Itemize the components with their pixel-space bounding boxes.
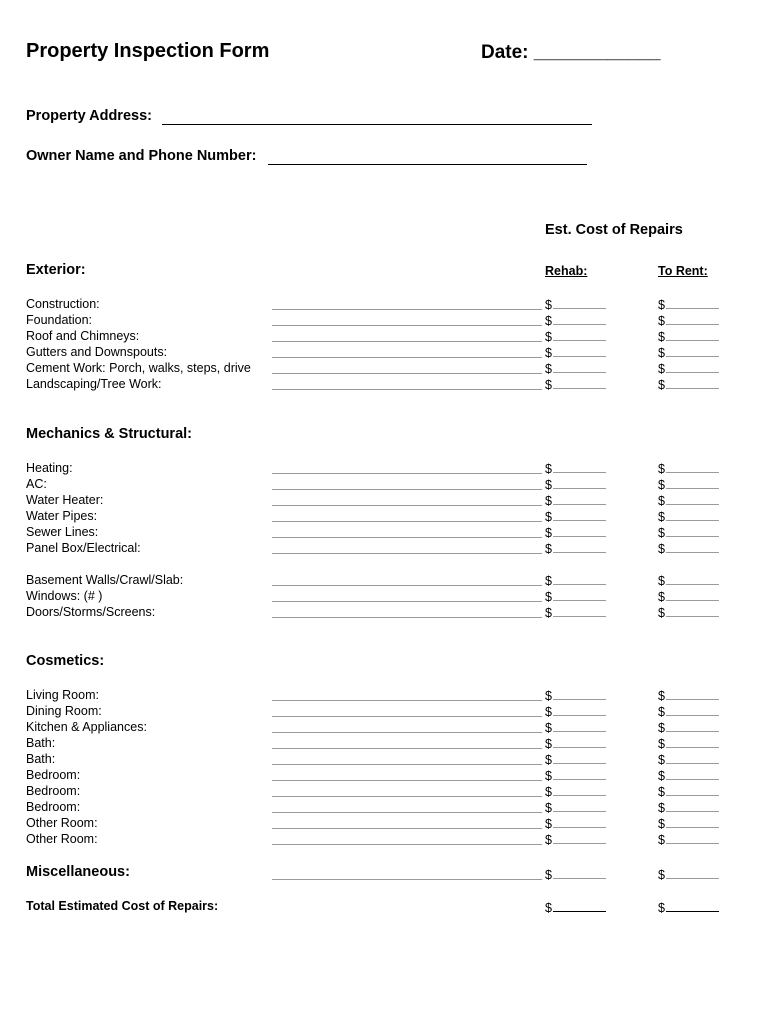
currency-symbol: $: [658, 314, 665, 328]
item-label: Other Room:: [26, 832, 98, 846]
currency-symbol: $: [658, 590, 665, 604]
notes-field[interactable]: [272, 489, 542, 490]
property-address-field[interactable]: [162, 124, 592, 125]
notes-field[interactable]: [272, 828, 542, 829]
rent-cost-field[interactable]: [658, 735, 719, 752]
notes-field[interactable]: [272, 732, 542, 733]
notes-field[interactable]: [272, 537, 542, 538]
currency-symbol: $: [545, 378, 552, 392]
item-label: Living Room:: [26, 688, 99, 702]
rent-cost-field[interactable]: [658, 719, 719, 736]
currency-symbol: $: [658, 298, 665, 312]
rehab-cost-field[interactable]: [545, 572, 606, 589]
currency-symbol: $: [545, 526, 552, 540]
notes-field[interactable]: [272, 716, 542, 717]
item-label: Bedroom:: [26, 800, 81, 814]
rehab-cost-field[interactable]: [545, 508, 606, 525]
currency-symbol: $: [658, 494, 665, 508]
currency-symbol: $: [658, 478, 665, 492]
item-label: Roof and Chimneys:: [26, 329, 140, 343]
item-label: Basement Walls/Crawl/Slab:: [26, 573, 184, 587]
property-address-label: Property Address:: [26, 108, 152, 124]
item-label: Bath:: [26, 736, 56, 750]
total-rent-field[interactable]: [658, 899, 719, 916]
item-label: Doors/Storms/Screens:: [26, 605, 156, 619]
notes-field[interactable]: [272, 373, 542, 374]
currency-symbol: $: [658, 753, 665, 767]
item-label: Water Pipes:: [26, 509, 98, 523]
notes-field[interactable]: [272, 341, 542, 342]
currency-symbol: $: [658, 801, 665, 815]
notes-field[interactable]: [272, 521, 542, 522]
rent-cost-field[interactable]: [658, 360, 719, 377]
rehab-cost-field[interactable]: [545, 588, 606, 605]
currency-symbol: $: [545, 494, 552, 508]
currency-symbol: $: [545, 753, 552, 767]
rehab-cost-field[interactable]: [545, 751, 606, 768]
item-label: Gutters and Downspouts:: [26, 345, 168, 359]
notes-field[interactable]: [272, 325, 542, 326]
rehab-cost-field[interactable]: [545, 376, 606, 393]
rehab-cost-field[interactable]: [545, 328, 606, 345]
currency-symbol: $: [658, 737, 665, 751]
currency-symbol: $: [658, 785, 665, 799]
currency-symbol: $: [658, 378, 665, 392]
rent-cost-field[interactable]: [658, 344, 719, 361]
rehab-cost-field[interactable]: [545, 312, 606, 329]
notes-field[interactable]: [272, 601, 542, 602]
currency-symbol: $: [545, 590, 552, 604]
currency-symbol: $: [658, 705, 665, 719]
rent-cost-field[interactable]: [658, 783, 719, 800]
rent-cost-field[interactable]: [658, 815, 719, 832]
currency-symbol: $: [545, 785, 552, 799]
notes-field[interactable]: [272, 748, 542, 749]
currency-symbol: $: [545, 330, 552, 344]
rent-cost-field[interactable]: [658, 866, 719, 883]
item-label: Sewer Lines:: [26, 525, 99, 539]
item-label: Construction:: [26, 297, 100, 311]
notes-field[interactable]: [272, 505, 542, 506]
notes-field[interactable]: [272, 309, 542, 310]
notes-field[interactable]: [272, 357, 542, 358]
rehab-cost-field[interactable]: [545, 799, 606, 816]
item-label: Panel Box/Electrical:: [26, 541, 141, 555]
item-label: AC:: [26, 477, 47, 491]
currency-symbol: $: [545, 362, 552, 376]
rehab-cost-field[interactable]: [545, 540, 606, 557]
currency-symbol: $: [545, 901, 552, 915]
notes-field[interactable]: [272, 389, 542, 390]
section-title-mechanics: Mechanics & Structural:: [26, 426, 192, 442]
rent-cost-field[interactable]: [658, 508, 719, 525]
rehab-cost-field[interactable]: [545, 344, 606, 361]
currency-symbol: $: [545, 574, 552, 588]
item-label: Foundation:: [26, 313, 93, 327]
item-label: Cement Work: Porch, walks, steps, drive: [26, 361, 251, 375]
currency-symbol: $: [545, 298, 552, 312]
total-rehab-field[interactable]: [545, 899, 606, 916]
rehab-cost-field[interactable]: [545, 492, 606, 509]
item-label: Heating:: [26, 461, 73, 475]
rent-cost-field[interactable]: [658, 588, 719, 605]
currency-symbol: $: [658, 817, 665, 831]
item-label: Other Room:: [26, 816, 98, 830]
rent-cost-field[interactable]: [658, 460, 719, 477]
total-label: Total Estimated Cost of Repairs:: [26, 899, 219, 913]
currency-symbol: $: [545, 606, 552, 620]
est-cost-heading: Est. Cost of Repairs: [545, 222, 683, 238]
rent-cost-field[interactable]: [658, 751, 719, 768]
notes-field[interactable]: [272, 764, 542, 765]
rent-cost-field[interactable]: [658, 476, 719, 493]
rehab-cost-field[interactable]: [545, 735, 606, 752]
currency-symbol: $: [658, 769, 665, 783]
notes-field[interactable]: [272, 585, 542, 586]
currency-symbol: $: [545, 868, 552, 882]
notes-field[interactable]: [272, 780, 542, 781]
item-label: Landscaping/Tree Work:: [26, 377, 162, 391]
currency-symbol: $: [658, 510, 665, 524]
rent-cost-field[interactable]: [658, 376, 719, 393]
rent-cost-field[interactable]: [658, 767, 719, 784]
item-label: Bedroom:: [26, 784, 81, 798]
item-label: Bedroom:: [26, 768, 81, 782]
currency-symbol: $: [658, 721, 665, 735]
owner-name-phone-label: Owner Name and Phone Number:: [26, 148, 257, 164]
notes-field[interactable]: [272, 473, 542, 474]
currency-symbol: $: [545, 314, 552, 328]
currency-symbol: $: [658, 833, 665, 847]
rent-cost-field[interactable]: [658, 572, 719, 589]
currency-symbol: $: [658, 901, 665, 915]
currency-symbol: $: [658, 526, 665, 540]
currency-symbol: $: [545, 542, 552, 556]
rehab-cost-field[interactable]: [545, 767, 606, 784]
rent-cost-field[interactable]: [658, 328, 719, 345]
rehab-cost-field[interactable]: [545, 783, 606, 800]
rehab-cost-field[interactable]: [545, 687, 606, 704]
rent-cost-field[interactable]: [658, 799, 719, 816]
notes-field[interactable]: [272, 796, 542, 797]
notes-field[interactable]: [272, 844, 542, 845]
section-title-exterior: Exterior:: [26, 262, 86, 278]
rent-cost-field[interactable]: [658, 492, 719, 509]
rent-cost-field[interactable]: [658, 703, 719, 720]
currency-symbol: $: [545, 346, 552, 360]
item-label: Dining Room:: [26, 704, 102, 718]
rent-cost-field[interactable]: [658, 524, 719, 541]
item-label: Windows: (# ): [26, 589, 103, 603]
item-label: Water Heater:: [26, 493, 104, 507]
rent-cost-field[interactable]: [658, 604, 719, 621]
rehab-column-header: Rehab:: [545, 264, 588, 278]
rent-cost-field[interactable]: [658, 296, 719, 313]
currency-symbol: $: [658, 542, 665, 556]
currency-symbol: $: [658, 346, 665, 360]
currency-symbol: $: [658, 362, 665, 376]
currency-symbol: $: [658, 330, 665, 344]
rent-cost-field[interactable]: [658, 687, 719, 704]
currency-symbol: $: [545, 833, 552, 847]
rent-cost-field[interactable]: [658, 540, 719, 557]
currency-symbol: $: [545, 801, 552, 815]
currency-symbol: $: [545, 478, 552, 492]
rehab-cost-field[interactable]: [545, 460, 606, 477]
rehab-cost-field[interactable]: [545, 719, 606, 736]
rent-cost-field[interactable]: [658, 831, 719, 848]
rehab-cost-field[interactable]: [545, 703, 606, 720]
currency-symbol: $: [658, 606, 665, 620]
currency-symbol: $: [658, 689, 665, 703]
date-field[interactable]: Date: ____________: [481, 42, 661, 63]
to-rent-column-header: To Rent:: [658, 264, 708, 278]
rehab-cost-field[interactable]: [545, 296, 606, 313]
section-title-misc: Miscellaneous:: [26, 864, 130, 880]
rehab-cost-field[interactable]: [545, 476, 606, 493]
item-label: Bath:: [26, 752, 56, 766]
currency-symbol: $: [545, 721, 552, 735]
currency-symbol: $: [545, 817, 552, 831]
currency-symbol: $: [545, 769, 552, 783]
rehab-cost-field[interactable]: [545, 815, 606, 832]
rehab-cost-field[interactable]: [545, 831, 606, 848]
currency-symbol: $: [658, 868, 665, 882]
currency-symbol: $: [545, 737, 552, 751]
notes-field[interactable]: [272, 617, 542, 618]
rehab-cost-field[interactable]: [545, 524, 606, 541]
rehab-cost-field[interactable]: [545, 604, 606, 621]
owner-name-phone-field[interactable]: [268, 164, 587, 165]
item-label: Kitchen & Appliances:: [26, 720, 147, 734]
notes-field[interactable]: [272, 700, 542, 701]
currency-symbol: $: [545, 705, 552, 719]
currency-symbol: $: [545, 462, 552, 476]
currency-symbol: $: [545, 510, 552, 524]
currency-symbol: $: [658, 574, 665, 588]
notes-field[interactable]: [272, 879, 542, 880]
notes-field[interactable]: [272, 553, 542, 554]
form-title: Property Inspection Form: [26, 40, 270, 62]
rent-cost-field[interactable]: [658, 312, 719, 329]
currency-symbol: $: [658, 462, 665, 476]
currency-symbol: $: [545, 689, 552, 703]
notes-field[interactable]: [272, 812, 542, 813]
rehab-cost-field[interactable]: [545, 866, 606, 883]
section-title-cosmetics: Cosmetics:: [26, 653, 105, 669]
rehab-cost-field[interactable]: [545, 360, 606, 377]
